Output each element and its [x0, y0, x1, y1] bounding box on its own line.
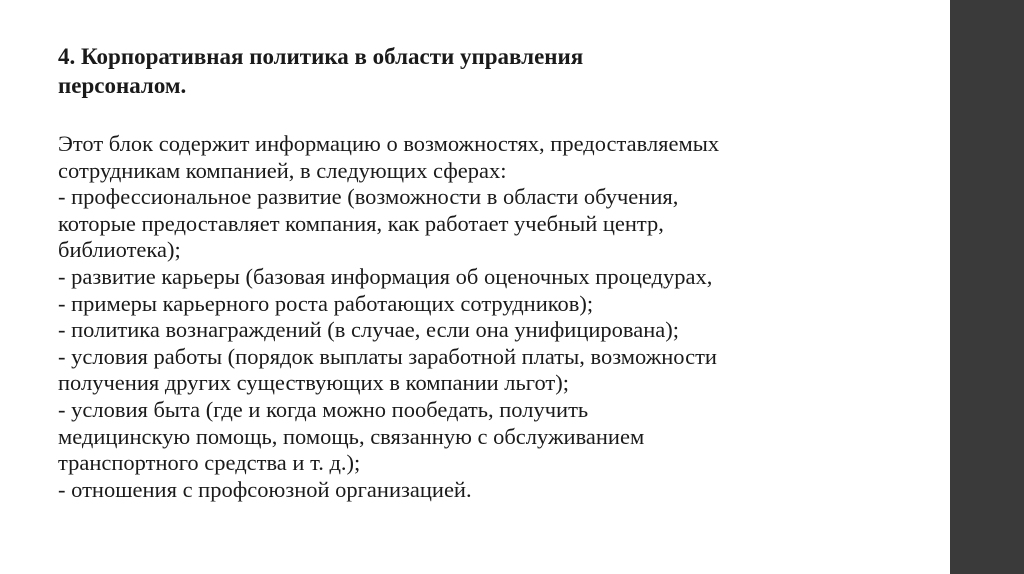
slide-content — [58, 42, 938, 503]
body-line: транспортного средства и т. д.); — [58, 450, 361, 476]
heading-line: 4. Корпоративная политика в области управления — [58, 44, 584, 69]
body-line: медицинскую помощь, помощь, связанную с обслуживанием — [58, 423, 645, 449]
body-line: сотрудникам компанией, в следующих сферах: — [58, 157, 507, 183]
body-line: - профессиональное развитие (возможности в области обучения, — [58, 184, 679, 210]
slide-heading — [58, 42, 938, 100]
heading-line: персоналом. — [58, 73, 187, 98]
body-line: - отношения с профсоюзной организацией. — [58, 476, 472, 502]
body-line: - развитие карьеры (базовая информация об оценочных процедурах, — [58, 263, 713, 289]
body-line: которые предоставляет компания, как работает учебный центр, — [58, 210, 664, 236]
body-line: - политика вознаграждений (в случае, если она унифицирована); — [58, 317, 679, 343]
side-bar — [950, 0, 1024, 574]
body-line: Этот блок содержит информацию о возможностях, предоставляемых — [58, 131, 720, 156]
body-line: получения других существующих в компании льгот); — [58, 370, 569, 396]
body-line: - примеры карьерного роста работающих сотрудников); — [58, 290, 594, 316]
body-line: - условия быта (где и когда можно пообедать, получить — [58, 396, 589, 422]
body-line: библиотека); — [58, 237, 181, 263]
body-line: - условия работы (порядок выплаты заработной платы, возможности — [58, 343, 717, 369]
slide-body-text — [58, 131, 938, 503]
